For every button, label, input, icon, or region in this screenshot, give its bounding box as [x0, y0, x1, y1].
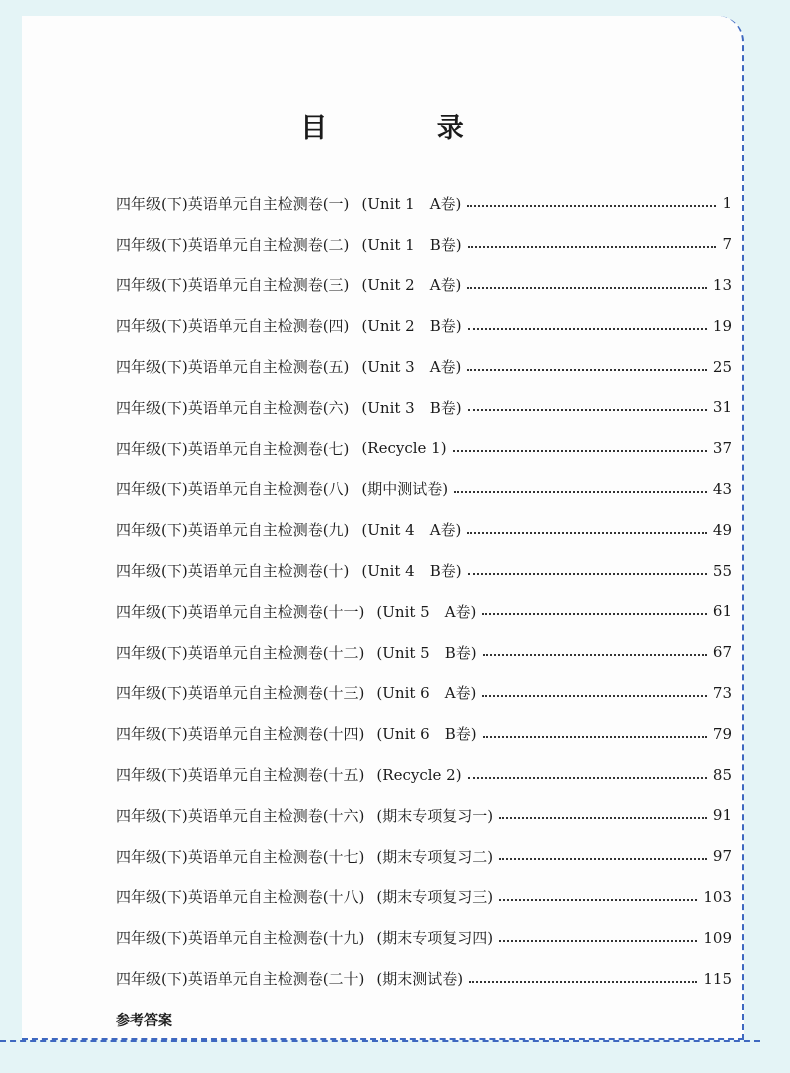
toc-entry-page-number: 37 — [712, 439, 732, 458]
toc-entry-subtitle: (Unit 5 B卷) — [376, 643, 477, 662]
dot-leader — [499, 899, 697, 901]
toc-entry-page-number: 7 — [722, 235, 732, 254]
toc-entry — [116, 224, 732, 265]
toc-entry-page-number: 91 — [712, 806, 732, 825]
dot-leader — [453, 450, 707, 452]
dot-leader — [468, 246, 717, 248]
answers-heading: 参考答案 — [116, 1013, 172, 1029]
toc-entry — [116, 387, 732, 428]
toc-entry — [116, 795, 732, 836]
toc-entry-page-number: 1 — [722, 194, 732, 213]
toc-entry — [116, 917, 732, 958]
toc-entry-subtitle: (Recycle 2) — [376, 765, 462, 784]
toc-entry-subtitle: (Unit 6 B卷) — [376, 725, 477, 744]
dot-leader — [467, 205, 716, 207]
toc-entry — [116, 713, 732, 754]
dot-leader — [483, 654, 707, 656]
toc-entry-subtitle: (期末专项复习四) — [376, 929, 494, 948]
toc-entry-subtitle: (Unit 1 A卷) — [361, 194, 462, 213]
toc-entry-subtitle: (Unit 4 A卷) — [361, 521, 462, 540]
dot-leader — [468, 409, 707, 411]
dot-leader — [467, 532, 707, 534]
toc-entry-subtitle: (Recycle 1) — [361, 439, 447, 458]
toc-entry-subtitle: (期末专项复习三) — [376, 888, 494, 907]
toc-entry — [116, 632, 732, 673]
dot-leader — [499, 817, 707, 819]
toc-entry-subtitle: (Unit 3 B卷) — [361, 398, 462, 417]
toc-entry-page-number: 25 — [712, 357, 732, 376]
toc-entry-page-number: 67 — [712, 643, 732, 662]
toc-entry-subtitle: (Unit 2 B卷) — [361, 317, 462, 336]
toc-entry-page-number: 73 — [712, 683, 732, 702]
toc-entry — [116, 428, 732, 469]
dot-leader — [482, 613, 707, 615]
toc-entry-title: 四年级(下)英语单元自主检测卷(五) — [116, 358, 350, 377]
toc-entry-title: 四年级(下)英语单元自主检测卷(九) — [116, 521, 350, 540]
toc-entry-page-number: 49 — [712, 520, 732, 539]
toc-entry — [116, 183, 732, 224]
dot-leader — [468, 777, 707, 779]
dot-leader — [468, 328, 707, 330]
toc-entry-subtitle: (期末专项复习二) — [376, 847, 494, 866]
toc-entry — [116, 591, 732, 632]
toc-entry-page-number: 97 — [712, 847, 732, 866]
toc-entry-title: 四年级(下)英语单元自主检测卷(十三) — [116, 684, 365, 703]
toc-entry-subtitle: (Unit 1 B卷) — [361, 235, 462, 254]
toc-entry-page-number: 79 — [712, 724, 732, 743]
toc-entry-subtitle: (期末专项复习一) — [376, 806, 494, 825]
dot-leader — [467, 369, 707, 371]
dot-leader — [499, 858, 707, 860]
toc-entry-subtitle: (Unit 4 B卷) — [361, 562, 462, 581]
toc-entry — [116, 877, 732, 918]
dot-leader — [483, 736, 707, 738]
toc-entry-page-number: 115 — [703, 969, 732, 988]
toc-entry-title: 四年级(下)英语单元自主检测卷(七) — [116, 439, 350, 458]
toc-entry-subtitle: (Unit 5 A卷) — [376, 602, 477, 621]
toc-entry-title: 四年级(下)英语单元自主检测卷(十七) — [116, 847, 365, 866]
toc-entry-title: 四年级(下)英语单元自主检测卷(十五) — [116, 766, 365, 785]
toc-entry-title: 四年级(下)英语单元自主检测卷(十) — [116, 562, 350, 581]
toc-entry — [116, 265, 732, 306]
dot-leader — [482, 695, 707, 697]
toc-entry-title: 四年级(下)英语单元自主检测卷(四) — [116, 317, 350, 336]
table-of-contents — [116, 183, 732, 999]
toc-entry-title: 四年级(下)英语单元自主检测卷(二十) — [116, 970, 365, 989]
toc-entry-title: 四年级(下)英语单元自主检测卷(八) — [116, 480, 350, 499]
toc-entry — [116, 469, 732, 510]
toc-entry-page-number: 55 — [712, 561, 732, 580]
toc-entry-subtitle: (期末测试卷) — [376, 970, 464, 989]
toc-entry — [116, 836, 732, 877]
toc-entry-page-number: 109 — [703, 928, 732, 947]
toc-entry-page-number: 103 — [703, 887, 732, 906]
toc-entry-title: 四年级(下)英语单元自主检测卷(十八) — [116, 888, 365, 907]
toc-entry-subtitle: (Unit 6 A卷) — [376, 684, 477, 703]
dot-leader — [454, 491, 707, 493]
toc-entry — [116, 550, 732, 591]
toc-entry — [116, 346, 732, 387]
toc-entry-title: 四年级(下)英语单元自主检测卷(三) — [116, 276, 350, 295]
toc-entry — [116, 509, 732, 550]
toc-entry-title: 四年级(下)英语单元自主检测卷(十六) — [116, 806, 365, 825]
dot-leader — [469, 981, 697, 983]
toc-entry-title: 四年级(下)英语单元自主检测卷(十九) — [116, 929, 365, 948]
toc-entry-page-number: 61 — [712, 602, 732, 621]
toc-entry-page-number: 19 — [712, 316, 732, 335]
toc-entry-title: 四年级(下)英语单元自主检测卷(十一) — [116, 602, 365, 621]
toc-entry — [116, 305, 732, 346]
page-title: 目 录 — [300, 113, 514, 144]
toc-entry — [116, 673, 732, 714]
toc-entry-title: 四年级(下)英语单元自主检测卷(二) — [116, 235, 350, 254]
dot-leader — [468, 573, 707, 575]
toc-entry-page-number: 31 — [712, 398, 732, 417]
toc-entry-page-number: 13 — [712, 275, 732, 294]
toc-entry-page-number: 43 — [712, 479, 732, 498]
toc-entry-subtitle: (Unit 2 A卷) — [361, 276, 462, 295]
toc-entry-title: 四年级(下)英语单元自主检测卷(六) — [116, 398, 350, 417]
toc-entry-subtitle: (Unit 3 A卷) — [361, 358, 462, 377]
page-bottom-border — [0, 1040, 760, 1042]
toc-entry-title: 四年级(下)英语单元自主检测卷(十二) — [116, 643, 365, 662]
toc-entry-subtitle: (期中测试卷) — [361, 480, 449, 499]
toc-entry-title: 四年级(下)英语单元自主检测卷(一) — [116, 194, 350, 213]
dot-leader — [499, 940, 697, 942]
toc-entry — [116, 958, 732, 999]
toc-entry — [116, 754, 732, 795]
dot-leader — [467, 287, 707, 289]
toc-entry-title: 四年级(下)英语单元自主检测卷(十四) — [116, 725, 365, 744]
toc-entry-page-number: 85 — [712, 765, 732, 784]
